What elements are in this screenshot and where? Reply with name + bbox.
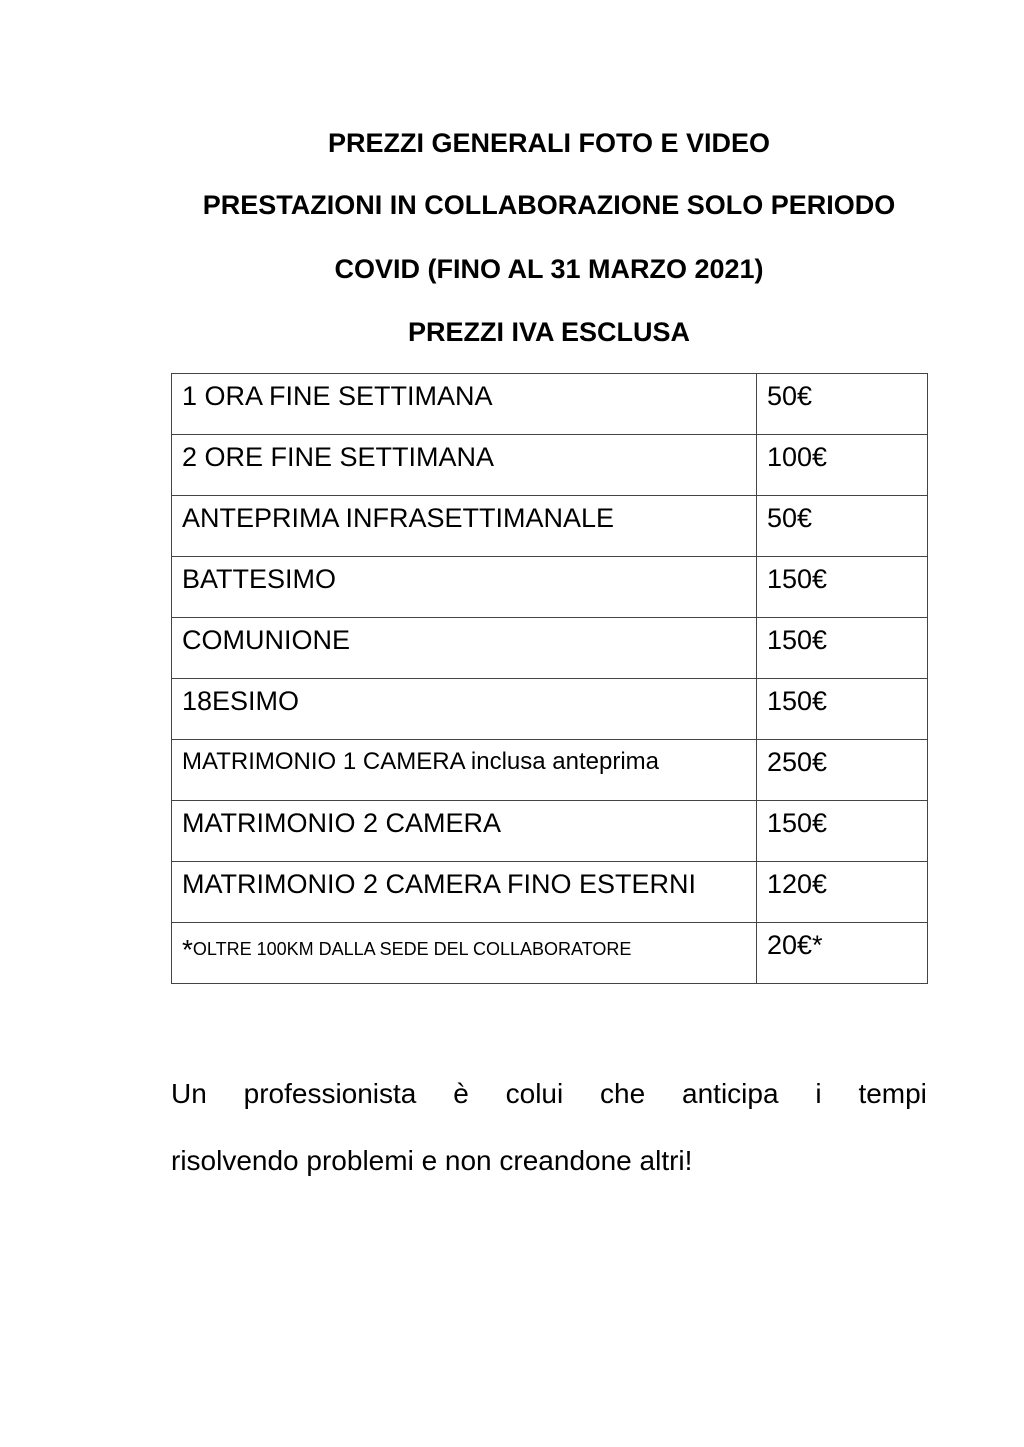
price-cell: 150€	[757, 618, 928, 679]
table-row	[172, 618, 928, 679]
closing-quote	[171, 1077, 927, 1177]
quote-word: professionista	[243, 1078, 417, 1109]
table-row	[172, 374, 928, 435]
service-cell: ANTEPRIMA INFRASETTIMANALE	[172, 496, 757, 557]
quote-line-1	[171, 1077, 927, 1113]
quote-word: anticipa	[682, 1078, 779, 1109]
price-cell: 250€	[757, 740, 928, 801]
table-row	[172, 923, 928, 984]
price-cell: 150€	[757, 557, 928, 618]
service-cell-note	[172, 923, 757, 984]
quote-word: colui	[505, 1078, 564, 1109]
table-row	[172, 496, 928, 557]
table-row	[172, 801, 928, 862]
price-cell: 150€	[757, 679, 928, 740]
service-cell: COMUNIONE	[172, 618, 757, 679]
price-cell: 120€	[757, 862, 928, 923]
price-cell: 150€	[757, 801, 928, 862]
page-heading-4: PREZZI IVA ESCLUSA	[407, 317, 691, 347]
table-row	[172, 740, 928, 801]
page-heading-3: COVID (FINO AL 31 MARZO 2021)	[334, 254, 764, 284]
quote-word: i	[815, 1078, 822, 1109]
table-row	[172, 862, 928, 923]
quote-word: tempi	[858, 1078, 927, 1109]
page-heading-2: PRESTAZIONI IN COLLABORAZIONE SOLO PERIODO	[202, 190, 896, 220]
quote-line-2: risolvendo problemi e non creandone altri!	[171, 1145, 693, 1176]
service-cell: BATTESIMO	[172, 557, 757, 618]
quote-word: che	[600, 1078, 646, 1109]
service-cell: MATRIMONIO 2 CAMERA	[172, 801, 757, 862]
service-cell: MATRIMONIO 2 CAMERA FINO ESTERNI	[172, 862, 757, 923]
quote-word: Un	[171, 1078, 207, 1109]
service-cell: 18ESIMO	[172, 679, 757, 740]
note-text: OLTRE 100KM DALLA SEDE DEL COLLABORATORE	[192, 939, 632, 959]
table-row	[172, 435, 928, 496]
price-cell: 100€	[757, 435, 928, 496]
price-table	[171, 373, 928, 984]
price-cell: 50€	[757, 496, 928, 557]
table-row	[172, 679, 928, 740]
price-cell: 50€	[757, 374, 928, 435]
price-cell: 20€*	[757, 923, 928, 984]
quote-word: è	[453, 1078, 469, 1109]
service-cell: 1 ORA FINE SETTIMANA	[172, 374, 757, 435]
service-cell: MATRIMONIO 1 CAMERA inclusa anteprima	[172, 740, 757, 801]
service-cell: 2 ORE FINE SETTIMANA	[172, 435, 757, 496]
page-heading-1: PREZZI GENERALI FOTO E VIDEO	[327, 128, 771, 158]
asterisk-mark: *	[182, 934, 193, 965]
table-row	[172, 557, 928, 618]
